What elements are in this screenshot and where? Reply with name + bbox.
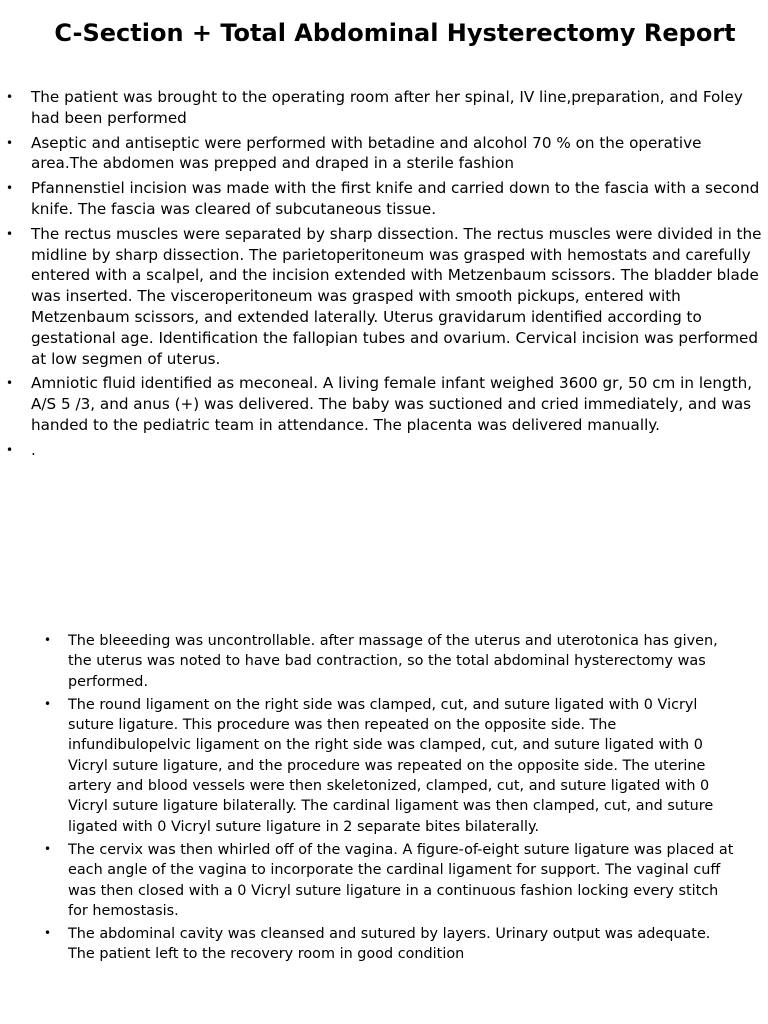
list-item <box>44 924 734 965</box>
list-item-text: The rectus muscles were separated by sharp dissection. The rectus muscles were divided in the midline by sharp dissection. The parietoperitoneum was grasped with hemostats and carefully entered with a scalpel, and the incision extended with Metzenbaum scissors. The bladder blade was inserted. The visceroperitoneum was grasped with smooth pickups, entered with Metzenbaum scissors, and extended laterally. Uterus gravidarum identified according to gestational age. Identification the fallopian tubes and ovarium. Cervical incision was performed at low segmen of uterus. <box>31 224 762 368</box>
list-item-text: Amniotic fluid identified as meconeal. A living female infant weighed 3600 gr, 50 cm in length, A/S 5 /3, and anus (+) was delivered. The baby was suctioned and cried immediately, and was handed to the pediatric team in attendance. The placenta was delivered manually. <box>31 374 753 434</box>
bullet-icon: • <box>44 633 52 647</box>
list-item-text: . <box>31 440 36 459</box>
procedure-steps-list <box>6 87 762 465</box>
hysterectomy-steps-list <box>44 631 734 968</box>
bullet-icon: • <box>44 696 52 711</box>
bullet-icon: • <box>6 226 14 241</box>
list-item <box>44 631 734 692</box>
bullet-icon: • <box>6 376 14 391</box>
list-item-text: The round ligament on the right side was clamped, cut, and suture ligated with 0 Vicryl suture ligature. This procedure was then repeated on the opposite side. The infundibulopelvic ligament on the right side was clamped, cut, and suture ligated with 0 Vicryl suture ligature, and the procedure was repeated on the opposite side. The uterine artery and blood vessels were then skeletonized, clamped, cut, and suture ligated with 0 Vicryl suture ligature bilaterally. The cardinal ligament was then clamped, cut, and suture ligated with 0 Vicryl suture ligature in 2 separate bites bilaterally. <box>68 696 714 835</box>
bullet-icon: • <box>44 841 52 856</box>
list-item <box>6 224 762 370</box>
list-item <box>44 840 734 921</box>
list-item <box>6 440 762 461</box>
list-item-text: The patient was brought to the operating room after her spinal, IV line,preparation, and Foley had been performed <box>31 88 743 127</box>
bullet-icon: • <box>6 135 14 150</box>
list-item <box>44 695 734 837</box>
bullet-icon: • <box>44 926 52 941</box>
list-item-text: Aseptic and antiseptic were performed with betadine and alcohol 70 % on the operative area.The abdomen was prepped and draped in a sterile fashion <box>31 133 702 173</box>
list-item-text: The abdominal cavity was cleansed and sutured by layers. Urinary output was adequate. The patient left to the recovery room in good condition <box>68 926 711 963</box>
list-item-text: The cervix was then whirled off of the vagina. A figure-of-eight suture ligature was placed at each angle of the vagina to incorporate the cardinal ligament for support. The vaginal cuff was then closed with a 0 Vicryl suture ligature in a continuous fashion locking every stitch for hemostasis. <box>68 841 734 919</box>
page-title: C-Section + Total Abdominal Hysterectomy Report <box>54 19 736 47</box>
list-item <box>6 178 762 220</box>
list-item <box>6 373 762 435</box>
list-item-text: The bleeeding was uncontrollable. after massage of the uterus and uterotonica has given, the uterus was noted to have bad contraction, so the total abdominal hysterectomy was performed. <box>68 633 718 690</box>
list-item <box>6 87 762 129</box>
bullet-icon: • <box>6 90 14 104</box>
list-item-text: Pfannenstiel incision was made with the first knife and carried down to the fascia with a second knife. The fascia was cleared of subcutaneous tissue. <box>31 179 760 218</box>
list-item <box>6 133 762 175</box>
bullet-icon: • <box>6 442 14 457</box>
bullet-icon: • <box>6 181 14 196</box>
